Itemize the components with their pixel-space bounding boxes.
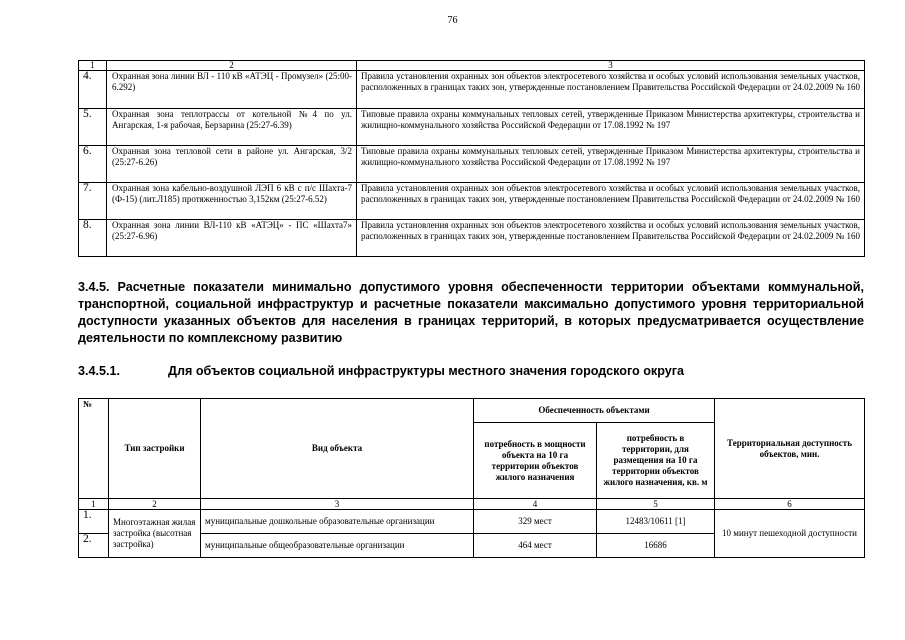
index-cell: 2 <box>109 499 201 510</box>
zone-name: Охранная зона теплотрассы от котельной №4 по ул. Ангарская, 1-я рабочая, Берзарина (25:27-6.39) <box>107 109 357 146</box>
access-value: 10 минут пешеходной доступности <box>715 510 865 558</box>
zone-rules: Правила установления охранных зон объектов электросетевого хозяйства и особых условий использования земельных участков, расположенных в границах таких зон, утвержденные постановлением Правительства Российской Федерации от 24.02.2009 № 160 <box>357 71 865 109</box>
object-type: муниципальные общеобразовательные организации <box>201 534 474 558</box>
zone-rules: Правила установления охранных зон объектов электросетевого хозяйства и особых условий использования земельных участков, расположенных в границах таких зон, утвержденные постановлением Правительства Российской Федерации от 24.02.2009 № 160 <box>357 183 865 220</box>
zone-name: Охранная зона тепловой сети в районе ул. Ангарская, 3/2 (25:27-6.26) <box>107 146 357 183</box>
header-object-type: Вид объекта <box>201 399 474 499</box>
table-header-row <box>79 399 865 423</box>
area-value: 12483/10611 [1] <box>597 510 715 534</box>
table-row <box>79 109 865 146</box>
protection-zones-table <box>78 60 865 257</box>
row-number: 2. <box>79 534 109 558</box>
object-type: муниципальные дошкольные образовательные организации <box>201 510 474 534</box>
table-row <box>79 71 865 109</box>
build-type: Многоэтажная жилая застройка (высотная застройка) <box>109 510 201 558</box>
header-provision: Обеспеченность объектами <box>474 399 715 423</box>
zone-rules: Правила установления охранных зон объектов электросетевого хозяйства и особых условий использования земельных участков, расположенных в границах таких зон, утвержденные постановлением Правительства Российской Федерации от 24.02.2009 № 160 <box>357 220 865 257</box>
page-number: 76 <box>447 15 458 26</box>
header-build-type: Тип застройки <box>109 399 201 499</box>
row-number: 5. <box>79 109 107 146</box>
header-capacity: потребность в мощности объекта на 10 га территории объектов жилого назначения <box>474 423 597 499</box>
header-cell: 3 <box>357 61 865 71</box>
zone-rules: Типовые правила охраны коммунальных тепловых сетей, утвержденные Приказом Министерства архитектуры, строительства и жилищно-коммунального хозяйства Российской Федерации от 17.08.1992 № 197 <box>357 109 865 146</box>
index-cell: 4 <box>474 499 597 510</box>
index-cell: 1 <box>79 499 109 510</box>
subsection-number: 3.4.5.1. <box>78 364 121 378</box>
zone-rules: Типовые правила охраны коммунальных тепловых сетей, утвержденные Приказом Министерства архитектуры, строительства и жилищно-коммунального хозяйства Российской Федерации от 17.08.1992 № 197 <box>357 146 865 183</box>
zone-name: Охранная зона кабельно-воздушной ЛЭП 6 кВ с п/с Шахта-7 (Ф-15) (лит.Л185) протяженностью 3,152км (25:27-6.52) <box>107 183 357 220</box>
header-area: потребность в территории, для размещения на 10 га территории объектов жилого назначения, кв. м <box>597 423 715 499</box>
table-row <box>79 183 865 220</box>
header-access: Территориальная доступность объектов, мин. <box>715 399 865 499</box>
social-infrastructure-table <box>78 398 865 558</box>
row-number: 4. <box>79 71 107 109</box>
table-header-row <box>79 61 865 71</box>
row-number: 7. <box>79 183 107 220</box>
row-number: 1. <box>79 510 109 534</box>
area-value: 16686 <box>597 534 715 558</box>
table-row <box>79 510 865 534</box>
header-cell: 2 <box>107 61 357 71</box>
capacity-value: 329 мест <box>474 510 597 534</box>
table-row <box>79 220 865 257</box>
subsection-title: Для объектов социальной инфраструктуры местного значения городского округа <box>168 364 685 378</box>
table-row <box>79 146 865 183</box>
index-cell: 6 <box>715 499 865 510</box>
zone-name: Охранная зона линии ВЛ - 110 кВ «АТЭЦ - Промузел» (25:00-6.292) <box>107 71 357 109</box>
row-number: 6. <box>79 146 107 183</box>
subsection-heading <box>78 363 864 379</box>
capacity-value: 464 мест <box>474 534 597 558</box>
header-number: № <box>79 399 109 499</box>
column-index-row <box>79 499 865 510</box>
section-heading: 3.4.5. Расчетные показатели минимально допустимого уровня обеспеченности территории объектами коммунальной, транспортной, социальной инфраструктур и расчетные показатели максимально допустимого уровня территориальной доступности указанных объектов для населения в границах территорий, в которых предусматривается осуществление деятельности по комплексному развитию <box>78 280 864 345</box>
zone-name: Охранная зона линии ВЛ-110 кВ «АТЭЦ» - ПС «Шахта7» (25:27-6.96) <box>107 220 357 257</box>
header-cell: 1 <box>79 61 107 71</box>
index-cell: 5 <box>597 499 715 510</box>
row-number: 8. <box>79 220 107 257</box>
index-cell: 3 <box>201 499 474 510</box>
